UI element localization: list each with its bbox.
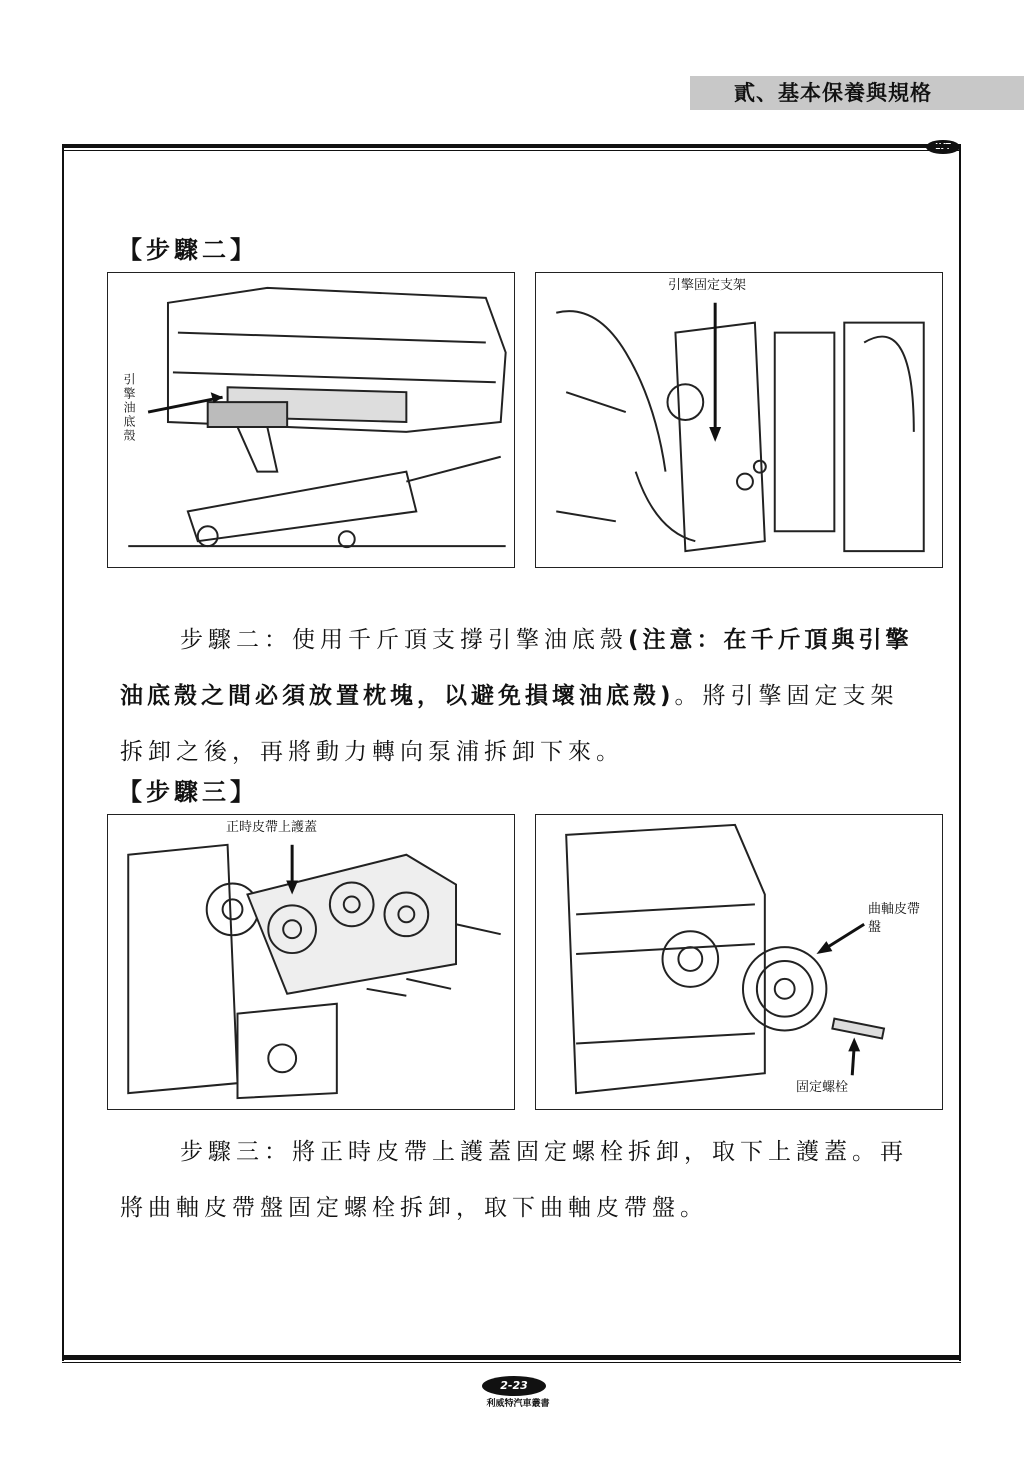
figure-crankshaft-pulley [535, 814, 943, 1110]
timing-cover-illustration [108, 815, 514, 1109]
callout-fixing-bolt: 固定螺栓 [796, 1080, 849, 1095]
step3-paragraph [120, 1124, 926, 1236]
engine-mount-illustration [536, 273, 942, 567]
publisher-name: 利威特汽車叢書 [486, 1399, 550, 1409]
page-number: 2-23 [482, 1376, 546, 1396]
step2-paragraph [120, 612, 926, 780]
callout-timing-cover: 正時皮帶上護蓋 [226, 820, 318, 835]
crank-pulley-illustration [536, 815, 942, 1109]
step2-text-part1: 步驟二：使用千斤頂支撐引擎油底殼 [180, 627, 628, 653]
step2-text-part2: 。將引擎固定支架拆卸之後，再將動力轉向泵浦拆卸下來。 [120, 683, 899, 765]
jack-illustration [108, 273, 514, 567]
callout-engine-mount: 引擎固定支架 [668, 278, 747, 293]
callout-oil-pan: 引擎油底殼 [122, 373, 136, 443]
step2-text-emphasis: (注意：在千斤頂與引擎油底殼之間必須放置枕塊，以避免損壞油底殼) [120, 627, 913, 709]
callout-crank-pulley: 曲軸皮帶盤 [868, 901, 924, 937]
step2-heading: 【步驟二】 [118, 236, 258, 264]
figure-jack-oil-pan [107, 272, 515, 568]
chapter-title: 貳、基本保養與規格 [690, 76, 1024, 110]
bottom-rule-thin [62, 1362, 961, 1363]
figure-engine-mount [535, 272, 943, 568]
step3-text: 步驟三：將正時皮帶上護蓋固定螺栓拆卸，取下上護蓋。再將曲軸皮帶盤固定螺栓拆卸，取下曲軸皮帶盤。 [120, 1139, 908, 1221]
bottom-rule [62, 1355, 961, 1360]
step3-heading: 【步驟三】 [118, 778, 258, 806]
figure-timing-belt-cover [107, 814, 515, 1110]
